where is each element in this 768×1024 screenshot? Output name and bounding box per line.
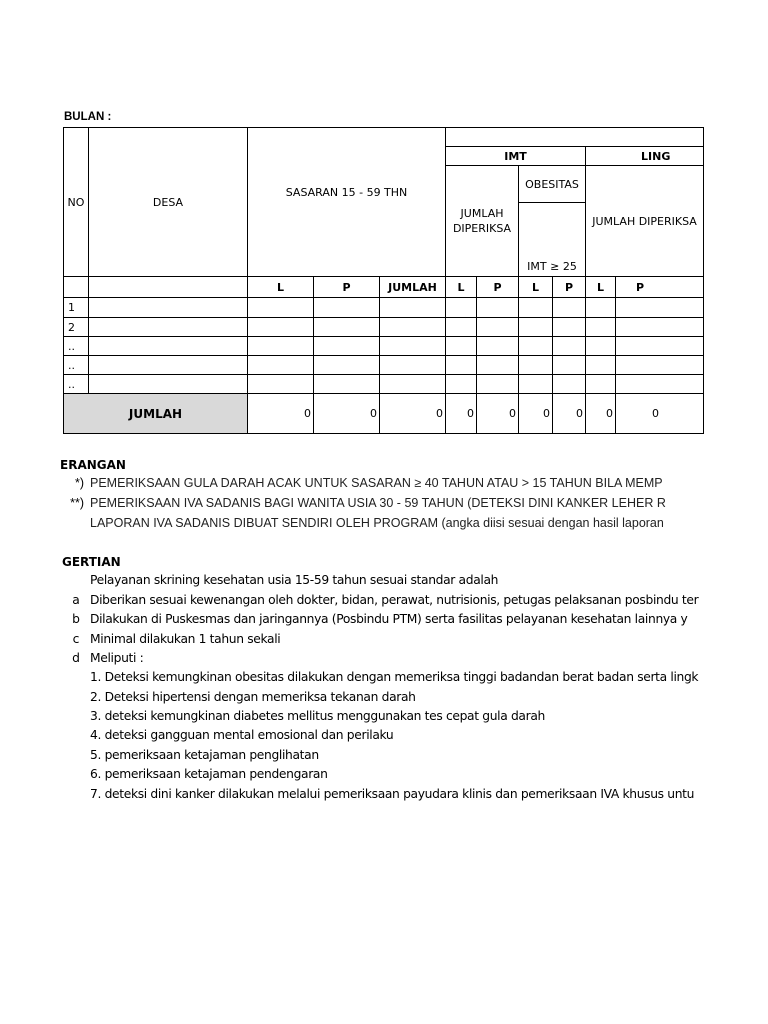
sub-header-imt-l: L [446, 277, 477, 298]
sub-header-imt-p: P [477, 277, 519, 298]
meliputi-item: 1. Deteksi kemungkinan obesitas dilakukan dengan memeriksa tinggi badandan berat badan serta lingk [90, 670, 699, 684]
item-text: Dilakukan di Puskesmas dan jaringannya (Posbindu PTM) serta fasilitas pelayanan kesehatan lainnya y [90, 612, 688, 626]
meliputi-item: 4. deteksi gangguan mental emosional dan perilaku [90, 728, 394, 742]
note-text: PEMERIKSAAN GULA DARAH ACAK UNTUK SASARAN ≥ 40 TAHUN ATAU > 15 TAHUN BILA MEMP [90, 476, 663, 490]
table-row [64, 298, 704, 318]
desa-header-cont [89, 277, 248, 298]
item-text: Minimal dilakukan 1 tahun sekali [90, 632, 281, 646]
note-text: PEMERIKSAAN IVA SADANIS BAGI WANITA USIA 30 - 59 TAHUN (DETEKSI DINI KANKER LEHER R [90, 496, 666, 510]
row-number: .. [64, 375, 89, 394]
meliputi-item: 7. deteksi dini kanker dilakukan melalui pemeriksaan payudara klinis dan pemeriksaan IVA khusus untu [90, 787, 695, 801]
imt-threshold-note: IMT ≥ 25 [519, 203, 586, 277]
table-row [64, 337, 704, 356]
no-header: NO [64, 128, 89, 277]
row-number: 1 [64, 298, 89, 318]
jumlah-diperiksa-ling: JUMLAH DIPERIKSA [586, 166, 704, 277]
no-header-cont [64, 277, 89, 298]
total-obes-p: 0 [553, 394, 586, 434]
total-imt-l: 0 [446, 394, 477, 434]
meliputi-item: 6. pemeriksaan ketajaman pendengaran [90, 767, 328, 781]
obesitas-header: OBESITAS [519, 166, 586, 203]
item-letter: c [72, 632, 80, 646]
note-text: LAPORAN IVA SADANIS DIBUAT SENDIRI OLEH PROGRAM (angka diisi sesuai dengan hasil laporan [90, 516, 664, 530]
keterangan-heading: ERANGAN [60, 458, 126, 472]
total-sasaran-p: 0 [314, 394, 380, 434]
item-text: Diberikan sesuai kewenangan oleh dokter, bidan, perawat, nutrisionis, petugas pelaksanan posbindu ter [90, 593, 699, 607]
pengertian-intro: Pelayanan skrining kesehatan usia 15-59 tahun sesuai standar adalah [90, 573, 499, 587]
total-obes-l: 0 [519, 394, 553, 434]
item-letter: b [72, 612, 80, 626]
sasaran-header: SASARAN 15 - 59 THN [248, 128, 446, 277]
item-letter: d [72, 651, 80, 665]
total-ling-l: 0 [586, 394, 616, 434]
note-mark: *) [74, 476, 84, 490]
total-imt-p: 0 [477, 394, 519, 434]
row-number: 2 [64, 318, 89, 337]
sub-header-jumlah: JUMLAH [380, 277, 446, 298]
bulan-label: BULAN : [64, 111, 112, 123]
imt-header: IMT [446, 147, 586, 166]
jumlah-diperiksa-imt: JUMLAH DIPERIKSA [446, 166, 519, 277]
ling-header: LING [586, 147, 704, 166]
row-number: .. [64, 356, 89, 375]
sub-header-ling-p: P [616, 277, 704, 298]
sub-header-obes-l: L [519, 277, 553, 298]
meliputi-item: 3. deteksi kemungkinan diabetes mellitus menggunakan tes cepat gula darah [90, 709, 545, 723]
sub-header-p: P [314, 277, 380, 298]
row-number: .. [64, 337, 89, 356]
table-row [64, 375, 704, 394]
sub-header-ling-l: L [586, 277, 616, 298]
item-text: Meliputi : [90, 651, 144, 665]
meliputi-item: 2. Deteksi hipertensi dengan memeriksa tekanan darah [90, 690, 416, 704]
meliputi-item: 5. pemeriksaan ketajaman penglihatan [90, 748, 319, 762]
total-sasaran-jumlah: 0 [380, 394, 446, 434]
item-letter: a [72, 593, 80, 607]
note-mark: **) [70, 496, 84, 510]
jumlah-label: JUMLAH [64, 394, 248, 434]
group-header-blank [446, 128, 704, 147]
table-row [64, 356, 704, 375]
sub-header-l: L [248, 277, 314, 298]
desa-header: DESA [89, 128, 248, 277]
table-row [64, 318, 704, 337]
screening-table [63, 127, 704, 434]
total-ling-p: 0 [616, 394, 704, 434]
pengertian-heading: GERTIAN [62, 555, 121, 569]
total-sasaran-l: 0 [248, 394, 314, 434]
jumlah-row [64, 394, 704, 434]
sub-header-obes-p: P [553, 277, 586, 298]
